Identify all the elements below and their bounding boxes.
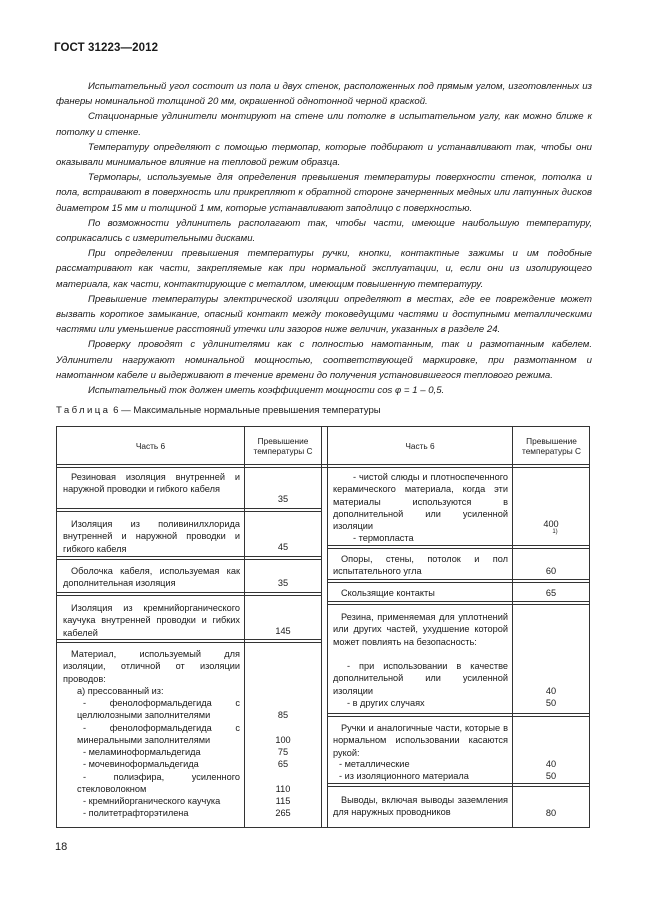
table-row-label: - меламиноформальдегида (83, 747, 201, 757)
table-row-value: 400 (543, 519, 559, 529)
table-row-label: Изоляция из кремнийорганического каучука внутренней проводки и гибких кабелей (63, 603, 240, 638)
column-header-temperature: Превышение температуры С (253, 435, 313, 456)
table-header-rule (57, 464, 589, 465)
table-row-label: - мочевиноформальдегида (83, 759, 199, 769)
row-rule (57, 595, 321, 596)
row-rule (327, 783, 589, 784)
table-row-label: а) прессованный из: (77, 686, 164, 696)
table-caption (56, 405, 381, 416)
page-number: 18 (55, 841, 68, 853)
table-header-rule (57, 467, 589, 468)
row-rule (57, 642, 321, 643)
row-rule (327, 548, 589, 549)
table-row-value: 100 (275, 735, 291, 745)
table-row-value: 50 (545, 771, 557, 781)
table-row-label: - полиэфира, усиленного стекловолокном (77, 772, 240, 795)
row-rule (327, 601, 589, 602)
table-row-label: - чистой слюды и плотноспеченного керамического материала, когда эти материалы используются в дополнительной или усиленной изоляции (333, 472, 508, 532)
table-row-value: 145 (275, 626, 291, 636)
table-caption-text: 6 — Максимальные нормальные превышения температуры (110, 405, 381, 416)
paragraph: При определении превышения температуры ручки, кнопки, контактные зажимы и им подобные рассматривают как части, закрепляемые как при нормальной эксплуатации, и, если они из изолирующего материала, как части, контактирующие с металлом, имеющим повышенную температуру. (56, 248, 592, 290)
table-row-value: 50 (545, 698, 557, 708)
table-row-value: 265 (275, 808, 291, 818)
table-row-label: Скользящие контакты (341, 588, 435, 598)
table-row-label: Резиновая изоляция внутренней и наружной проводки и гибкого кабеля (63, 472, 240, 495)
table-divider (327, 427, 328, 827)
table-divider (512, 427, 513, 827)
table-row-label: Изоляция из поливинилхлорида внутренней и наружной проводки и гибкого кабеля (63, 519, 240, 554)
table-row-label: - при использовании в качестве дополнительной или усиленной изоляции (333, 661, 508, 696)
paragraph: Превышение температуры электрической изоляции определяют в местах, где ее повреждение может вызвать короткое замыкание, опасный контакт между токоведущими частями и доступными металлическими частями или уменьшение расстояний утечки или зазоров ниже величин, указанных в разделе 24. (56, 293, 592, 336)
row-rule (57, 639, 321, 640)
table-row-label: - в других случаях (347, 698, 425, 708)
table-row-value: 65 (277, 759, 289, 769)
document-header: ГОСТ 31223—2012 (54, 42, 159, 54)
paragraph: Термопары, используемые для определения превышения температуры поверхности стенок, потолка и пола, встраивают в поверхность или прикрепляют к обратной стороне зачерненных медных или латунных дисков диаметром 15 мм и толщиной 1 мм, которые устанавливают заподлицо с поверхностью. (56, 172, 592, 214)
table-row-label: Резина, применяемая для уплотнений или других частей, ухудшение которой может повлиять на безопасность: (333, 612, 508, 647)
table-row-value: 75 (277, 747, 289, 757)
paragraph: По возможности удлинитель располагают так, чтобы части, имеющие наибольшую температуру, соприкасались с измерительными дисками. (56, 217, 592, 245)
row-rule (327, 604, 589, 605)
table-divider (321, 427, 322, 827)
footnote-marker: 1) (552, 529, 558, 535)
table-row-value: 40 (545, 759, 557, 769)
table-row-value: 35 (277, 578, 289, 588)
column-header-part: Часть 6 (135, 440, 166, 451)
table-row-value: 80 (545, 808, 557, 818)
row-rule (327, 716, 589, 717)
table-row-label: - политетрафторэтилена (83, 808, 189, 818)
column-header-temperature: Превышение температуры С (521, 435, 581, 456)
paragraph: Испытательный угол состоит из пола и двух стенок, расположенных под прямым углом, изготовленных из фанеры номинальной толщиной 20 мм, окрашенной однотонной черной краской. (56, 81, 592, 108)
table-row-value: 45 (277, 542, 289, 552)
table-row-value: 110 (275, 784, 291, 794)
table-row-label: Ручки и аналогичные части, которые в нормальном использовании касаются рукой: (333, 723, 508, 758)
row-rule (327, 579, 589, 580)
table-row-value: 65 (545, 588, 557, 598)
table-caption-word: Таблица (56, 405, 111, 416)
table-row-label: - кремнийорганического каучука (83, 796, 221, 806)
table-row-label: - фенолоформальдегида с целлюлозными заполнителями (77, 698, 240, 721)
table-row-value: 35 (277, 494, 289, 504)
table-row-label: - металлические (339, 759, 410, 769)
table-row-value: 85 (277, 710, 289, 720)
temperature-table (56, 426, 590, 828)
table-row-value: 40 (545, 686, 557, 696)
table-divider (244, 427, 245, 827)
row-rule (57, 556, 321, 557)
column-header-part: Часть 6 (405, 440, 435, 451)
row-rule (57, 559, 321, 560)
table-row-value: 60 (545, 566, 557, 576)
body-text (56, 79, 592, 398)
table-row-label: - фенолоформальдегида с минеральными заполнителями (77, 723, 240, 746)
row-rule (327, 545, 589, 546)
row-rule (327, 582, 589, 583)
paragraph: Температуру определяют с помощью термопар, которые подбирают и устанавливают так, чтобы они оказывали минимальное влияние на тепловой режим образца. (56, 141, 592, 169)
row-rule (57, 508, 321, 509)
table-row-label: - термопласта (353, 533, 414, 543)
table-row-label: Материал, используемый для изоляции, отличной от изоляции проводов: (63, 649, 240, 684)
row-rule (327, 786, 589, 787)
row-rule (327, 713, 589, 714)
row-rule (57, 511, 321, 512)
table-row-label: Выводы, включая выводы заземления для наружных проводников (333, 795, 508, 818)
table-row-label: - из изоляционного материала (339, 771, 469, 781)
table-row-label: Опоры, стены, потолок и пол испытательного угла (333, 554, 508, 577)
paragraph: Стационарные удлинители монтируют на стене или потолке в испытательном углу, как можно ближе к потолку и стенке. (56, 111, 592, 138)
table-row-value: 115 (275, 796, 291, 806)
row-rule (57, 592, 321, 593)
paragraph: Проверку проводят с удлинителями как с полностью намотанным, так и размотанным кабелем. Удлинители нагружают номинальной мощностью, соответствующей маркировке, при размотанном и намотанном кабеле и выдерживают в течение времени до получения установившегося теплового режима. (56, 339, 592, 381)
paragraph: Испытательный ток должен иметь коэффициент мощности cos φ = 1 – 0,5. (88, 385, 445, 397)
table-row-label: Оболочка кабеля, используемая как дополнительная изоляция (63, 566, 240, 589)
